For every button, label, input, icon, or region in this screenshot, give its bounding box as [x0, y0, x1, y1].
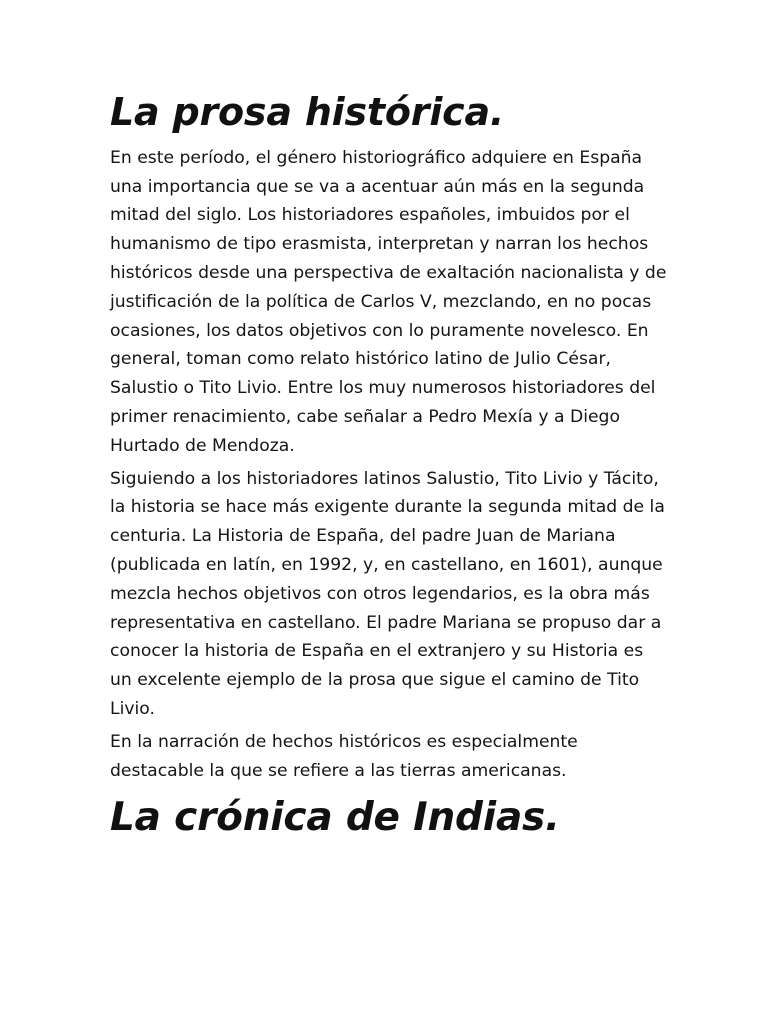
section-title-prosa-historica: La prosa histórica.	[110, 90, 505, 134]
paragraph-2: Siguiendo a los historiadores latinos Salustio, Tito Livio y Tácito, la historia se hace más exigente durante la segunda mitad de la centuria. La Historia de España, del padre Juan de Mariana (publicada en latín, en 1992, y, en castellano, en 1601), aunque mezcla hechos objetivos con otros legendarios, es la obra más representativa en castellano. El padre Mariana se propuso dar a conocer la historia de España en el extranjero y su Historia es un excelente ejemplo de la prosa que sigue el camino de Tito Livio.	[110, 468, 665, 719]
paragraph-3: En la narración de hechos históricos es especialmente destacable la que se refiere a las tierras americanas.	[110, 731, 578, 781]
paragraph-1: En este período, el género historiográfico adquiere en España una importancia que se va a acentuar aún más en la segunda mitad del siglo. Los historiadores españoles, imbuidos por el humanismo de tipo erasmista, interpretan y narran los hechos históricos desde una perspectiva de exaltación nacionalista y de justificación de la política de Carlos V, mezclando, en no pocas ocasiones, los datos objetivos con lo puramente novelesco. En general, toman como relato histórico latino de Julio César, Salustio o Tito Livio. Entre los muy numerosos historiadores del primer renacimiento, cabe señalar a Pedro Mexía y a Diego Hurtado de Mendoza.	[110, 147, 667, 456]
section-title-cronica-indias: La crónica de Indias.	[110, 795, 560, 841]
